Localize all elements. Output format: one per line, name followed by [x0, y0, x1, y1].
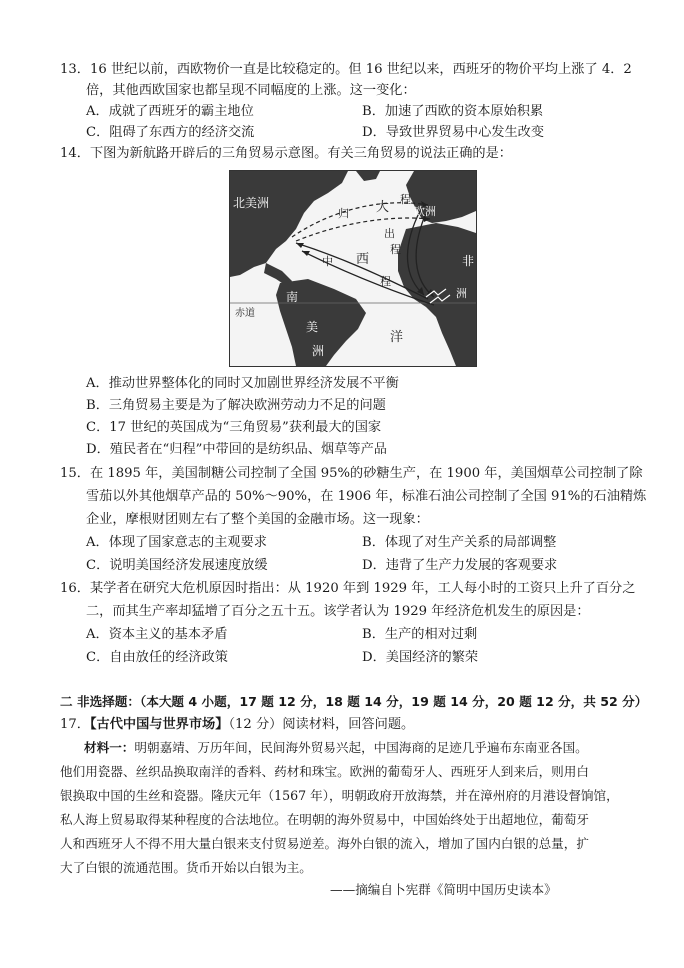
label-equator: 赤道 — [235, 308, 255, 319]
material1-line2: 他们用瓷器、丝织品换取南洋的香料、药材和珠宝。欧洲的葡萄牙人、西班牙人到来后，则用白 — [60, 764, 589, 779]
q13-option-a: A．成就了西班牙的霸主地位 — [86, 104, 254, 119]
material1-line1 — [84, 738, 588, 757]
q16-option-b: B．生产的相对过剩 — [362, 627, 478, 642]
label-outbound-leg-1: 出 — [384, 227, 395, 240]
q13-option-c: C．阻碍了东西方的经济交流 — [86, 125, 255, 140]
triangle-trade-map — [229, 170, 477, 367]
q15-option-b: B．体现了对生产关系的局部调整 — [362, 535, 557, 550]
material1-label: 材料一： — [84, 740, 135, 755]
q15-stem-line3: 企业，摩根财团则左右了整个美国的金融市场。这一现象： — [86, 512, 429, 527]
label-ocean-3: 洋 — [390, 330, 404, 345]
q16-option-d: D．美国经济的繁荣 — [362, 650, 479, 665]
material1-line4: 私人海上贸易取得某种程度的合法地位。在明朝的海外贸易中，中国始终处于出超地位，葡萄牙 — [60, 812, 589, 827]
q14-option-b: B．三角贸易主要是为了解决欧洲劳动力不足的问题 — [86, 398, 386, 413]
label-ocean-1: 大 — [376, 200, 390, 215]
q17-heading — [60, 715, 414, 734]
label-return-leg-1: 归 — [338, 207, 349, 220]
q16-stem-line2: 二，而其生产率却猛增了百分之五十五。该学者认为 1929 年经济危机发生的原因是： — [86, 604, 590, 619]
q14-stem: 14．下图为新航路开辟后的三角贸易示意图。有关三角贸易的说法正确的是： — [60, 146, 512, 161]
q15-option-a: A．体现了国家意志的主观要求 — [86, 535, 267, 550]
q14-option-a: A．推动世界整体化的同时又加剧世界经济发展不平衡 — [86, 376, 399, 391]
q13-option-b: B．加速了西欧的资本原始积累 — [362, 104, 544, 119]
label-south-america-2: 美 — [306, 320, 319, 334]
q13-stem-line1: 13．16 世纪以前，西欧物价一直是比较稳定的。但 16 世纪以来，西班牙的物价平均上涨了 4．2 — [60, 62, 632, 77]
section2-heading: 二 非选择题：（本大题 4 小题，17 题 12 分，18 题 14 分，19 题 14 分，20 题 12 分，共 52 分） — [60, 694, 648, 709]
label-outbound-leg-2: 程 — [390, 243, 401, 256]
q15-option-d: D．违背了生产力发展的客观要求 — [362, 558, 558, 573]
q15-option-c: C．说明美国经济发展速度放缓 — [86, 558, 268, 573]
label-south-america-1: 南 — [286, 290, 299, 304]
q17-instructions: （12 分）阅读材料，回答问题。 — [228, 717, 415, 732]
material1-line6: 大了白银的流通范围。货币开始以白银为主。 — [60, 860, 312, 875]
material1-line3: 银换取中国的生丝和瓷器。隆庆元年（1567 年），明朝政府开放海禁，并在漳州府的月港设督饷馆， — [60, 788, 619, 803]
label-return-leg-2: 程 — [400, 193, 411, 206]
label-middle-passage-2: 程 — [380, 275, 391, 288]
label-africa-1: 非 — [462, 254, 475, 268]
q14-option-c: C．17 世纪的英国成为“三角贸易”获利最大的国家 — [86, 420, 382, 435]
q17-number: 17． — [60, 717, 90, 732]
label-middle-passage-1: 中 — [322, 255, 333, 268]
q15-stem-line1: 15．在 1895 年，美国制糖公司控制了全国 95%的砂糖生产，在 1900 年，美国烟草公司控制了除 — [60, 466, 643, 481]
triangle-trade-map-figure — [230, 171, 476, 366]
q13-option-d: D．导致世界贸易中心发生改变 — [362, 125, 545, 140]
q17-title: 【古代中国与世界市场】 — [89, 717, 229, 732]
label-north-america: 北美洲 — [233, 196, 270, 210]
q15-stem-line2: 雪茄以外其他烟草产品的 50%～90%，在 1906 年，标准石油公司控制了全国 91%的石油精炼 — [86, 489, 647, 504]
material1-line5: 人和西班牙人不得不用大量白银来支付贸易逆差。海外白银的流入，增加了国内白银的总量，扩 — [60, 836, 589, 851]
q16-option-a: A．资本主义的基本矛盾 — [86, 627, 228, 642]
label-south-america-3: 洲 — [312, 344, 325, 358]
label-ocean-2: 西 — [356, 252, 370, 267]
q16-option-c: C．自由放任的经济政策 — [86, 650, 228, 665]
material1-text: 明朝嘉靖、万历年间，民间海外贸易兴起，中国海商的足迹几乎遍布东南亚各国。 — [134, 740, 588, 755]
label-europe: 欧洲 — [414, 205, 436, 218]
material1-source: ——摘编自卜宪群《简明中国历史读本》 — [330, 882, 557, 897]
q14-option-d: D．殖民者在“归程”中带回的是纺织品、烟草等产品 — [86, 442, 387, 457]
q13-stem-line2: 倍，其他西欧国家也都呈现不同幅度的上涨。这一变化： — [86, 83, 416, 98]
q16-stem-line1: 16．某学者在研究大危机原因时指出：从 1920 年到 1929 年，工人每小时的工资只上升了百分之 — [60, 581, 636, 596]
label-africa-2: 洲 — [456, 287, 467, 300]
